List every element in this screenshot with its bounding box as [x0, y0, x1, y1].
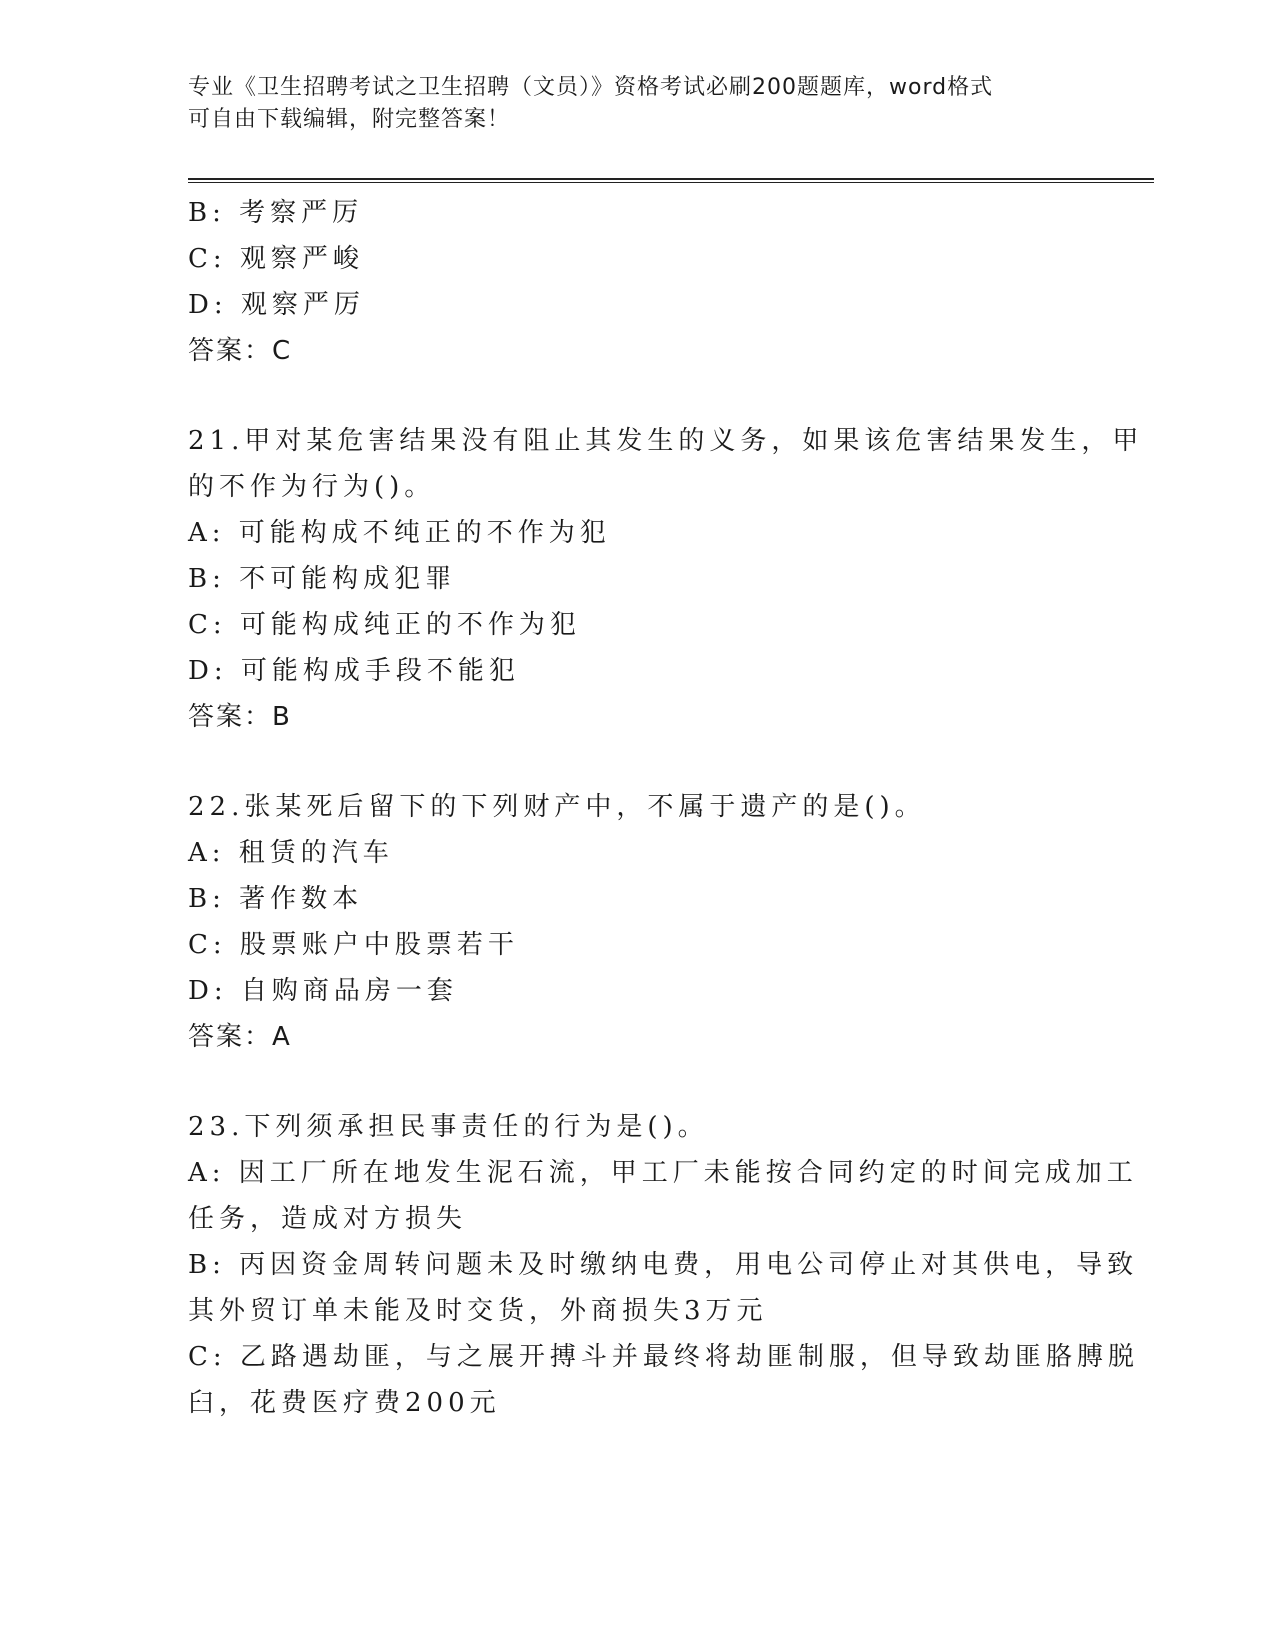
- prev-question-block: [188, 190, 1088, 374]
- option-c-line-1: C: 乙路遇劫匪，与之展开搏斗并最终将劫匪制服，但导致劫匪胳膊脱: [188, 1342, 1139, 1372]
- question-stem-line-1: 23.下列须承担民事责任的行为是()。: [188, 1112, 709, 1142]
- question-stem-line-1: 21.甲对某危害结果没有阻止其发生的义务，如果该危害结果发生，甲: [188, 426, 1144, 456]
- option-c-line-2: 臼，花费医疗费200元: [188, 1388, 501, 1418]
- option-b: B: 不可能构成犯罪: [188, 564, 457, 594]
- option-b-line-1: B: 丙因资金周转问题未及时缴纳电费，用电公司停止对其供电，导致: [188, 1250, 1139, 1280]
- option-d: D: 可能构成手段不能犯: [188, 656, 520, 686]
- option-a-line-1: A: 因工厂所在地发生泥石流，甲工厂未能按合同约定的时间完成加工: [188, 1158, 1138, 1188]
- header-line-1: 专业《卫生招聘考试之卫生招聘（文员）》资格考试必刷200题题库，word格式: [188, 75, 994, 100]
- answer-label: 答案：B: [188, 702, 292, 732]
- option-c: C: 股票账户中股票若干: [188, 930, 519, 960]
- spacer: [188, 374, 1088, 418]
- answer-label: 答案：C: [188, 336, 293, 366]
- header-line-2: 可自由下载编辑，附完整答案！: [188, 107, 511, 132]
- question-stem-line-2: 的不作为行为()。: [188, 472, 436, 502]
- question-content: [188, 190, 1144, 1426]
- option-d: D: 观察严厉: [188, 290, 365, 320]
- spacer: [188, 1060, 1088, 1104]
- spacer: [188, 740, 1088, 784]
- option-b-line-2: 其外贸订单未能及时交货，外商损失3万元: [188, 1296, 768, 1326]
- document-header: [188, 72, 1088, 136]
- header-divider: [188, 178, 1154, 183]
- option-b: B: 著作数本: [188, 884, 364, 914]
- option-d: D: 自购商品房一套: [188, 976, 458, 1006]
- question-23: [188, 1104, 1139, 1426]
- option-a: A: 租赁的汽车: [188, 838, 394, 868]
- answer-label: 答案：A: [188, 1022, 292, 1052]
- option-a-line-2: 任务，造成对方损失: [188, 1204, 468, 1234]
- option-b: B: 考察严厉: [188, 198, 364, 228]
- option-c: C: 可能构成纯正的不作为犯: [188, 610, 581, 640]
- option-a: A: 可能构成不纯正的不作为犯: [188, 518, 611, 548]
- question-stem-line-1: 22.张某死后留下的下列财产中，不属于遗产的是()。: [188, 792, 926, 822]
- question-21: [188, 418, 1144, 740]
- question-22: [188, 784, 1088, 1060]
- option-c: C: 观察严峻: [188, 244, 364, 274]
